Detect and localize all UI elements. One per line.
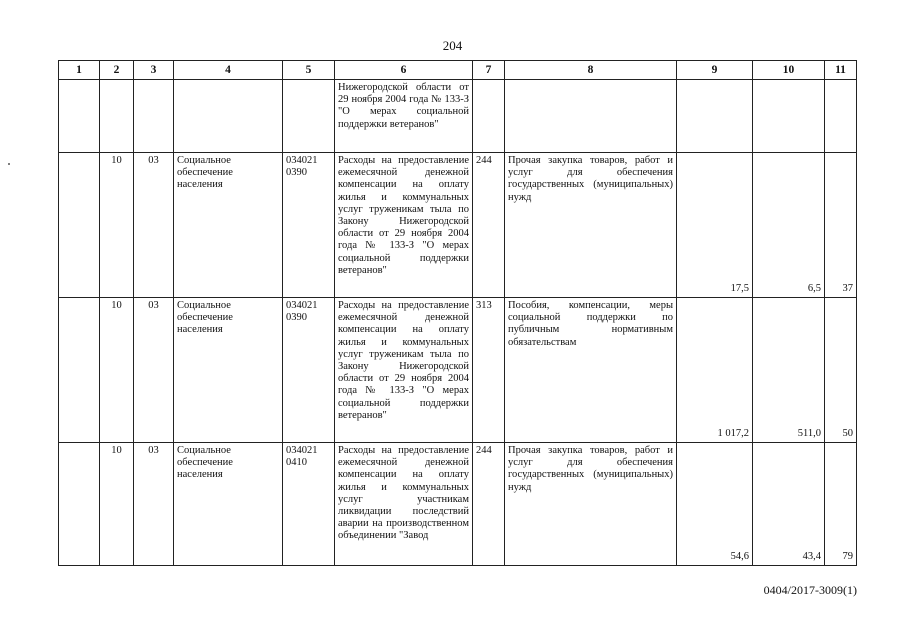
cell-col5 bbox=[283, 80, 335, 153]
header-cell: 3 bbox=[134, 61, 174, 80]
cell-col8: Пособия, компенсации, меры социальной поддержки по публичным нормативным обязательствам bbox=[505, 298, 677, 443]
cell-col9: 1 017,2 bbox=[677, 298, 753, 443]
cell-col1 bbox=[59, 80, 100, 153]
cell-col4: Социальное обеспечение населения bbox=[174, 443, 283, 566]
cell-col9: 54,6 bbox=[677, 443, 753, 566]
page-number: 204 bbox=[442, 38, 463, 53]
cell-col11 bbox=[825, 80, 857, 153]
header-cell: 11 bbox=[825, 61, 857, 80]
cell-col7: 244 bbox=[473, 443, 505, 566]
header-cell: 4 bbox=[174, 61, 283, 80]
cell-col11: 37 bbox=[825, 153, 857, 298]
cell-col10: 6,5 bbox=[753, 153, 825, 298]
cell-col2 bbox=[100, 80, 134, 153]
cell-col4: Социальное обеспечение населения bbox=[174, 298, 283, 443]
cell-col5: 034021 0410 bbox=[283, 443, 335, 566]
cell-col7 bbox=[473, 80, 505, 153]
cell-col8: Прочая закупка товаров, работ и услуг для обеспечения государственных (муниципальных) нужд bbox=[505, 153, 677, 298]
cell-col8: Прочая закупка товаров, работ и услуг для обеспечения государственных (муниципальных) нужд bbox=[505, 443, 677, 566]
cell-col10 bbox=[753, 80, 825, 153]
cell-col6: Расходы на предоставление ежемесячной денежной компенсации на оплату жилья и коммунальных услуг труженикам тыла по Закону Нижегородской области от 29 ноября 2004 года № 133-З "О мерах социальной поддержки ветеранов" bbox=[335, 298, 473, 443]
cell-col7: 244 bbox=[473, 153, 505, 298]
cell-col11: 50 bbox=[825, 298, 857, 443]
cell-col11: 79 bbox=[825, 443, 857, 566]
header-cell: 6 bbox=[335, 61, 473, 80]
cell-col1 bbox=[59, 153, 100, 298]
header-cell: 2 bbox=[100, 61, 134, 80]
cell-col3: 03 bbox=[134, 298, 174, 443]
cell-col3 bbox=[134, 80, 174, 153]
cell-col6: Расходы на предоставление ежемесячной денежной компенсации на оплату жилья и коммунальных услуг участникам ликвидации последствий аварии на производственном объединении "Завод bbox=[335, 443, 473, 566]
cell-col10: 43,4 bbox=[753, 443, 825, 566]
cell-col2: 10 bbox=[100, 443, 134, 566]
cell-col9 bbox=[677, 80, 753, 153]
header-cell: 1 bbox=[59, 61, 100, 80]
cell-col6: Нижегородской области от 29 ноября 2004 года № 133-З "О мерах социальной поддержки ветеранов" bbox=[335, 80, 473, 153]
header-cell: 9 bbox=[677, 61, 753, 80]
cell-col4: Социальное обеспечение населения bbox=[174, 153, 283, 298]
table-row bbox=[59, 443, 857, 566]
cell-col8 bbox=[505, 80, 677, 153]
document-code: 0404/2017-3009(1) bbox=[763, 583, 857, 597]
table-row bbox=[59, 153, 857, 298]
cell-col4 bbox=[174, 80, 283, 153]
header-cell: 10 bbox=[753, 61, 825, 80]
cell-col3: 03 bbox=[134, 443, 174, 566]
cell-col2: 10 bbox=[100, 298, 134, 443]
cell-col5: 034021 0390 bbox=[283, 153, 335, 298]
header-cell: 5 bbox=[283, 61, 335, 80]
table-row bbox=[59, 298, 857, 443]
cell-col2: 10 bbox=[100, 153, 134, 298]
cell-col1 bbox=[59, 298, 100, 443]
header-cell: 7 bbox=[473, 61, 505, 80]
budget-table bbox=[58, 60, 857, 566]
header-cell: 8 bbox=[505, 61, 677, 80]
cell-col5: 034021 0390 bbox=[283, 298, 335, 443]
cell-col1 bbox=[59, 443, 100, 566]
cell-col3: 03 bbox=[134, 153, 174, 298]
cell-col6: Расходы на предоставление ежемесячной денежной компенсации на оплату жилья и коммунальных услуг труженикам тыла по Закону Нижегородской области от 29 ноября 2004 года № 133-З "О мерах социальной поддержки ветеранов" bbox=[335, 153, 473, 298]
header-row bbox=[59, 61, 857, 80]
table-row bbox=[59, 80, 857, 153]
cell-col7: 313 bbox=[473, 298, 505, 443]
cell-col10: 511,0 bbox=[753, 298, 825, 443]
cell-col9: 17,5 bbox=[677, 153, 753, 298]
scan-speck bbox=[8, 163, 10, 165]
